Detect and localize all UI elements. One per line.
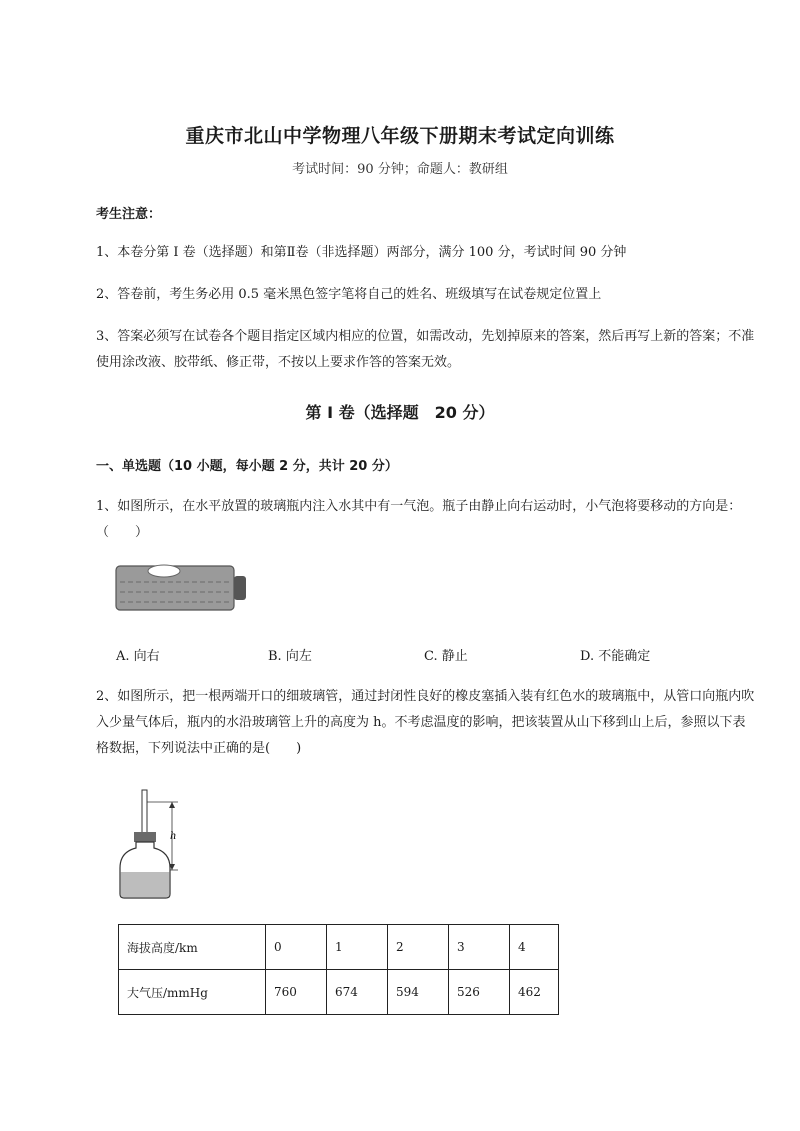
table-cell: 674 (327, 970, 388, 1015)
option-c: C. 静止 (424, 649, 468, 664)
option-b: B. 向左 (268, 649, 312, 664)
question-2-text: 2、如图所示，把一根两端开口的细玻璃管，通过封闭性良好的橡皮塞插入装有红色水的玻璃瓶中，从管口向瓶内吹入少量气体后，瓶内的水沿玻璃管上升的高度为 h。不考虑温度的影响，把该装置从山下移到山上后，参照以下表格数据，下列说法中正确的是( ) (96, 689, 755, 756)
table-row (119, 925, 559, 970)
bottle-bubble-figure (114, 562, 250, 614)
altitude-pressure-table (118, 924, 559, 1015)
table-cell: 大气压/mmHg (119, 970, 266, 1015)
table-cell: 1 (327, 925, 388, 970)
height-label: h (170, 831, 177, 842)
option-d: D. 不能确定 (580, 649, 651, 664)
notice-item-1: 1、本卷分第 I 卷（选择题）和第Ⅱ卷（非选择题）两部分，满分 100 分，考试时间 90 分钟 (96, 245, 627, 260)
table-cell: 594 (388, 970, 449, 1015)
table-cell: 3 (449, 925, 510, 970)
notice-item-3: 3、答案必须写在试卷各个题目指定区域内相应的位置，如需改动，先划掉原来的答案，然后再写上新的答案；不准使用涂改液、胶带纸、修正带，不按以上要求作答的答案无效。 (96, 329, 755, 370)
exam-info: 考试时间：90 分钟；命题人：教研组 (292, 162, 508, 177)
notice-heading: 考生注意： (96, 207, 162, 222)
notice-item-2: 2、答卷前，考生务必用 0.5 毫米黑色签字笔将自己的姓名、班级填写在试卷规定位置上 (96, 287, 602, 302)
table-cell: 462 (510, 970, 559, 1015)
table-cell: 4 (510, 925, 559, 970)
question-1-text: 1、如图所示，在水平放置的玻璃瓶内注入水其中有一气泡。瓶子由静止向右运动时，小气泡将要移动的方向是：（ ） (96, 499, 742, 540)
table-cell: 526 (449, 970, 510, 1015)
option-a: A. 向右 (116, 649, 160, 664)
section-title: 第 I 卷（选择题 20 分） (305, 403, 495, 422)
table-row (119, 970, 559, 1015)
bottle-tube-figure (114, 788, 194, 900)
page-title: 重庆市北山中学物理八年级下册期末考试定向训练 (185, 125, 615, 147)
question-type-heading: 一、单选题（10 小题，每小题 2 分，共计 20 分） (96, 459, 398, 474)
table-cell: 760 (266, 970, 327, 1015)
table-cell: 海拔高度/km (119, 925, 266, 970)
table-cell: 2 (388, 925, 449, 970)
table-cell: 0 (266, 925, 327, 970)
